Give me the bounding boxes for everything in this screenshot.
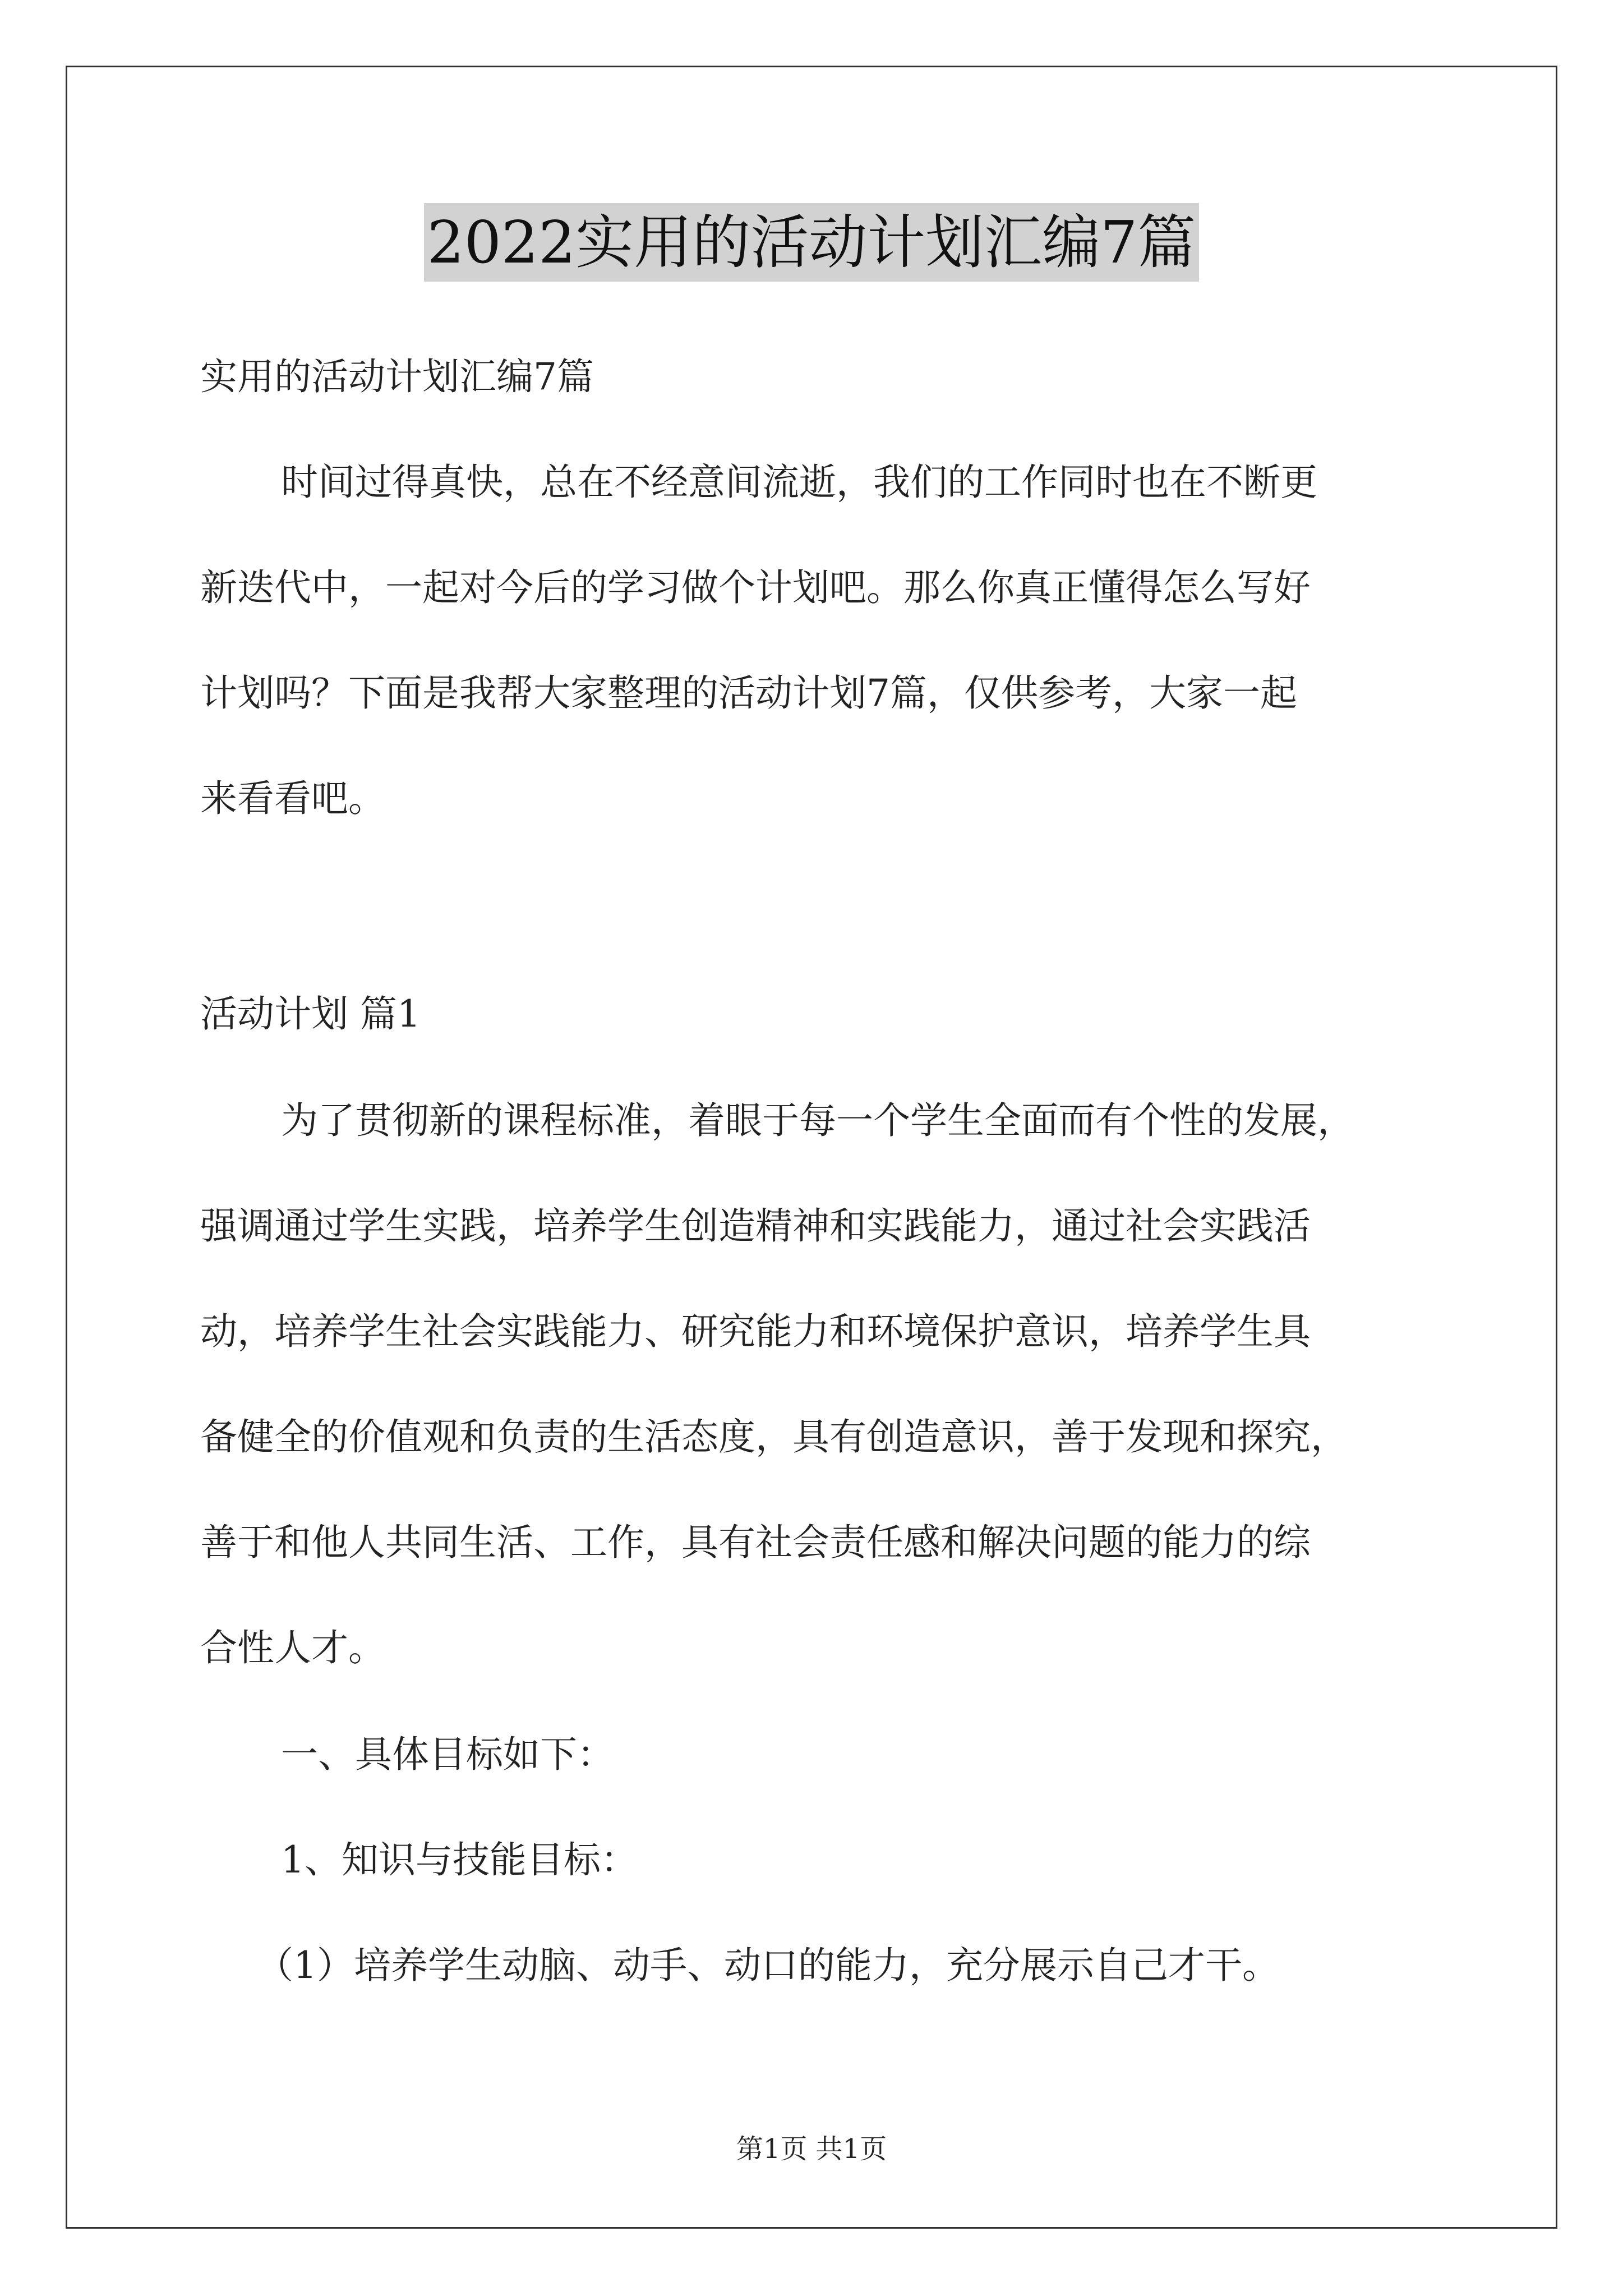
document-title: 2022实用的活动计划汇编7篇 bbox=[424, 203, 1200, 282]
document-subtitle: 实用的活动计划汇编7篇 bbox=[200, 355, 594, 398]
title-container bbox=[0, 203, 1623, 282]
goal-heading: 一、具体目标如下： bbox=[281, 1733, 614, 1776]
goal-item: 1、知识与技能目标： bbox=[281, 1838, 638, 1881]
section-line-4: 备健全的价值观和负责的生活态度，具有创造意识，善于发现和探究， bbox=[200, 1415, 1348, 1458]
intro-line-2: 新迭代中，一起对今后的学习做个计划吧。那么你真正懂得怎么写好 bbox=[200, 566, 1311, 609]
section-line-2: 强调通过学生实践，培养学生创造精神和实践能力，通过社会实践活 bbox=[200, 1204, 1311, 1248]
intro-line-1: 时间过得真快，总在不经意间流逝，我们的工作同时也在不断更 bbox=[281, 461, 1317, 504]
section-line-6: 合性人才。 bbox=[200, 1626, 385, 1669]
section-line-5: 善于和他人共同生活、工作，具有社会责任感和解决问题的能力的综 bbox=[200, 1521, 1311, 1564]
intro-line-4: 来看看吧。 bbox=[200, 777, 385, 820]
section-line-1: 为了贯彻新的课程标准，着眼于每一个学生全面而有个性的发展， bbox=[281, 1099, 1354, 1142]
section-line-3: 动，培养学生社会实践能力、研究能力和环境保护意识，培养学生具 bbox=[200, 1310, 1311, 1353]
goal-sub-item: （1）培养学生动脑、动手、动口的能力，充分展示自己才干。 bbox=[256, 1944, 1279, 1987]
intro-line-3: 计划吗？下面是我帮大家整理的活动计划7篇，仅供参考，大家一起 bbox=[200, 671, 1297, 715]
section-heading: 活动计划 篇1 bbox=[200, 992, 421, 1036]
page-footer: 第1页 共1页 bbox=[736, 2133, 887, 2165]
